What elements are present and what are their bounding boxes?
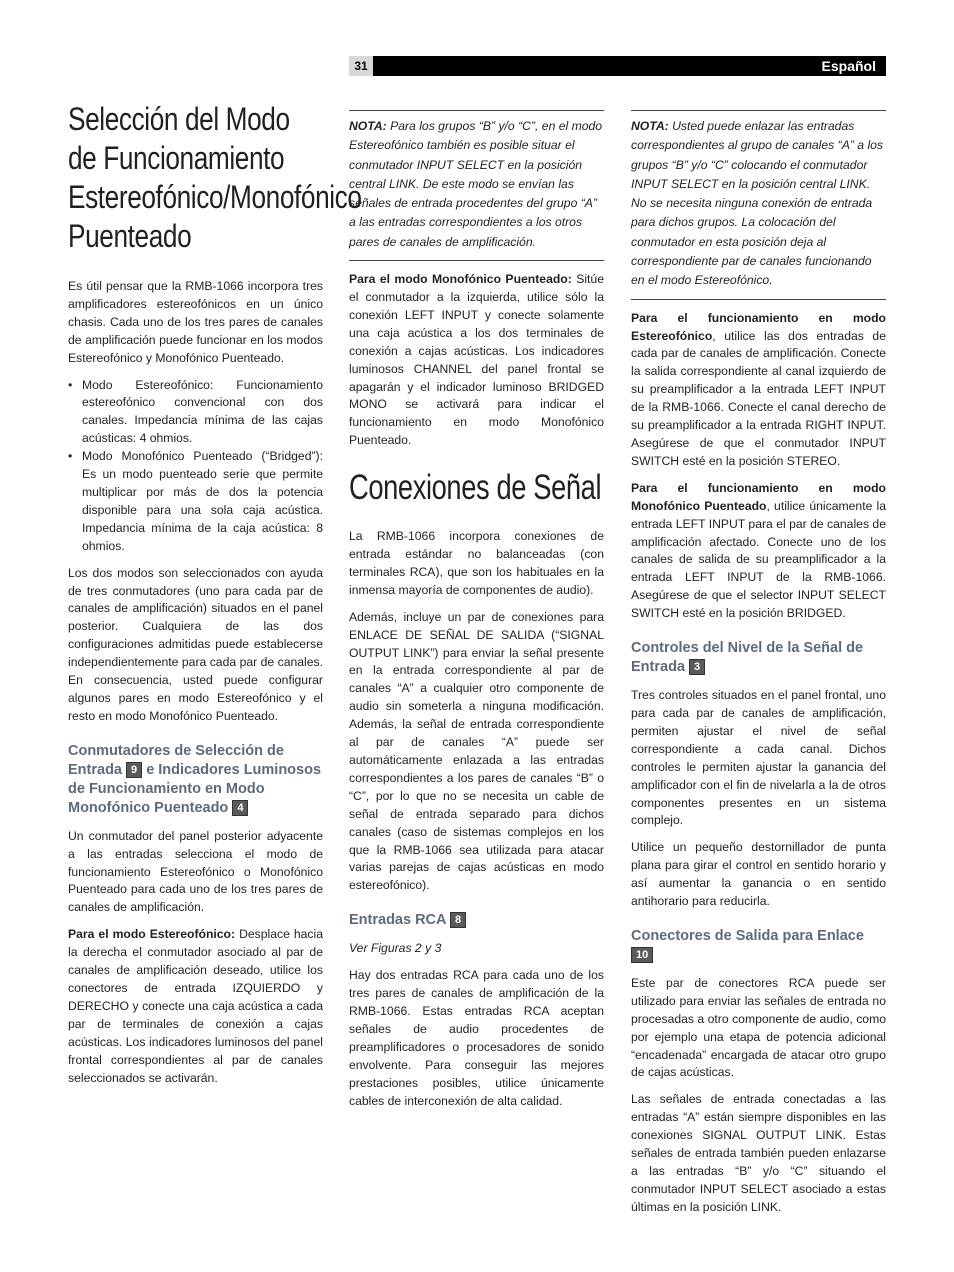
note-box bbox=[631, 110, 886, 300]
section-language-label: Español bbox=[821, 58, 876, 74]
column-right bbox=[631, 110, 886, 1226]
subheading-input-level bbox=[631, 639, 886, 677]
section-title: Conexiones de Señal bbox=[349, 468, 602, 508]
callout-number: 8 bbox=[450, 912, 466, 928]
lead-text: Para el funcionamiento en modo Monofónico Puenteado bbox=[631, 480, 886, 513]
subheading-input-selection bbox=[68, 742, 323, 818]
lead-text: Para el modo Monofónico Puenteado: bbox=[349, 272, 572, 287]
lead-text: Para el funcionamiento en modo Estereofónico bbox=[631, 310, 886, 343]
subheading-text: Conectores de Salida para Enlace bbox=[631, 927, 864, 944]
paragraph-text: , utilice las dos entradas de cada par de canales de amplificación. Conecte la salida correspondiente al canal izquierdo de su preamplificador a la entrada LEFT INPUT de la RMB-1066. Conecte el canal derecho de su preamplificador a la entrada RIGHT INPUT. Asegúrese de que el conmutador INPUT SWITCH esté en la posición STEREO. bbox=[631, 328, 886, 468]
page-number: 31 bbox=[349, 56, 373, 76]
stereo-mode-paragraph bbox=[68, 926, 323, 1087]
note-text: Usted puede enlazar las entradas correspondientes al grupo de canales “A” a los grupos “B” y/o “C” colocando el conmutador INPUT SELECT en la posición central LINK. No se necesita ninguna conexión de entrada para dichos grupos. La colocación del conmutador en esta posición deja al correspondiente par de canales funcionando en el modo Estereofónico. bbox=[631, 119, 884, 288]
callout-number: 10 bbox=[631, 947, 653, 963]
body-paragraph: Hay dos entradas RCA para cada uno de los tres pares de canales de amplificación de la RMB-1066. Estas entradas RCA aceptan señales de audio procedentes de preamplificadores o procesadores de sonido envolvente. Para conseguir las mejores prestaciones posibles, utilice únicamente cables de interconexión de alta calidad. bbox=[349, 968, 604, 1108]
paragraph-text: Sitúe el conmutador a la izquierda, utilice sólo la conexión LEFT INPUT y conecte solamente una caja acústica a los dos terminales de conexión a cajas acústicas. Los indicadores luminosos CHANNEL del panel frontal se apagarán y el indicador luminoso BRIDGED MONO se activará para indicar el funcionamiento en modo Monofónico Puenteado. bbox=[349, 272, 604, 448]
body-paragraph: Las señales de entrada conectadas a las entradas “A” están siempre disponibles en las conexiones SIGNAL OUTPUT LINK. Estas señales de entrada también pueden enlazarse a las entradas “B” y/o “C” situando el conmutador INPUT SELECT asociado a estas últimas en la posición LINK. bbox=[631, 1092, 886, 1214]
list-item: • Modo Estereofónico: Funcionamiento estereofónico convencional con dos canales. Impedancia mínima de las cajas acústicas: 4 ohmios. bbox=[82, 377, 323, 449]
subheading-output-link bbox=[631, 927, 886, 965]
mode-list bbox=[68, 377, 323, 556]
body-paragraph: Además, incluye un par de conexiones para ENLACE DE SEÑAL DE SALIDA (“SIGNAL OUTPUT LINK”) para enviar la señal presente en la entrada correspondiente al par de canales “A” a cualquier otro componente de audio sin someterla a ninguna modificación. Además, la señal de entrada correspondiente al par de canales “A” puede ser automáticamente enlazada a las entradas correspondientes a los pares de canales “B” o “C”, por lo que no se necesita un cable de señal de entrada separado para dichos canales (caso de sistemas complejos en los que la RMB-1066 sea utilizada para atacar varias parejas de cajas acústicas en modo estereofónico). bbox=[349, 609, 604, 893]
callout-number: 3 bbox=[689, 659, 705, 675]
subheading-text: Entradas RCA bbox=[349, 912, 446, 929]
subheading-text: Conmutadores de Selección de Entrada bbox=[68, 742, 284, 778]
mono-operation-paragraph bbox=[631, 480, 886, 623]
intro-paragraph: Es útil pensar que la RMB-1066 incorpora tres amplificadores estereofónicos en un único chasis. Cada uno de los tres pares de canales de amplificación puede funcionar en los modos Estereofónico y Monofónico Puenteado. bbox=[68, 279, 323, 365]
callout-number: 9 bbox=[126, 762, 142, 778]
body-paragraph: Tres controles situados en el panel frontal, uno para cada par de canales de amplificación, permiten ajustar el nivel de señal correspondiente a cada canal. Dichos controles le permiten ajustar la ganancia del amplificador con el fin de nivelarla a la de otros componentes presentes en un sistema complejo. bbox=[631, 688, 886, 828]
body-paragraph: Este par de conectores RCA puede ser utilizado para enviar las señales de entrada no procesadas a otro componente de audio, como por ejemplo una etapa de potencia adicional “encadenada” encargada de atacar otro grupo de cajas acústicas. bbox=[631, 975, 886, 1080]
body-paragraph: La RMB-1066 incorpora conexiones de entrada estándar no balanceadas (con terminales RCA), que son los habituales en la inmensa mayoría de componentes de audio). bbox=[349, 529, 604, 597]
figure-reference: Ver Figuras 2 y 3 bbox=[349, 941, 442, 956]
subheading-rca-inputs bbox=[349, 911, 604, 930]
body-paragraph: Un conmutador del panel posterior adyacente a las entradas selecciona el modo de funcionamiento Estereofónico o Monofónico Puenteado para cada uno de los tres pares de canales de amplificación. bbox=[68, 828, 323, 915]
subheading-text: e Indicadores Luminosos de Funcionamiento en Modo Monofónico Puenteado bbox=[68, 761, 322, 816]
list-item: • Modo Monofónico Puenteado (“Bridged”): Es un modo puenteado serie que permite multiplicar por más de dos la potencia disponible para una sola caja acústica. Impedancia mínima de la caja acústica: 8 ohmios. bbox=[82, 448, 323, 555]
column-left bbox=[68, 100, 362, 1096]
column-middle bbox=[349, 110, 604, 1119]
lead-text: Para el modo Estereofónico: bbox=[68, 927, 236, 942]
note-text: Para los grupos “B” y/o “C”, en el modo Estereofónico también es posible situar el conmutador INPUT SELECT en la posición central LINK. De este modo se envían las señales de entrada procedentes del grupo “A” a las entradas correspondientes a los otros pares de canales de amplificación. bbox=[349, 119, 603, 249]
body-paragraph: Utilice un pequeño destornillador de punta plana para girar el control en sentido horario y así aumentar la ganancia o en sentido antihorario para reducirla. bbox=[631, 840, 886, 909]
note-label: NOTA: bbox=[631, 119, 669, 133]
section-title: Selección del Modo de Funcionamiento Estereofónico/Monofónico Puenteado bbox=[68, 101, 362, 254]
stereo-operation-paragraph bbox=[631, 310, 886, 471]
page-header-bar bbox=[349, 56, 886, 76]
paragraph-text: Desplace hacia la derecha el conmutador asociado al par de canales de amplificación deseado, utilice los conectores de entrada IZQUIERDO y DERECHO y conecte una caja acústica a cada par de terminales de conexión a cajas acústicas. Los indicadores luminosos del panel frontal correspondientes al par de canales seleccionados se activarán. bbox=[68, 927, 324, 1085]
note-box bbox=[349, 110, 604, 261]
body-paragraph: Los dos modos son seleccionados con ayuda de tres conmutadores (uno para cada par de canales de amplificación) situados en el panel posterior. Cualquiera de las dos configuraciones admitidas puede establecerse independientemente para cada par de canales. En consecuencia, usted puede configurar algunos pares en modo Estereofónico y el resto en modo Monofónico Puenteado. bbox=[68, 565, 323, 723]
callout-number: 4 bbox=[232, 800, 248, 816]
mono-mode-paragraph bbox=[349, 271, 604, 450]
note-label: NOTA: bbox=[349, 119, 387, 133]
subheading-text: Controles del Nivel de la Señal de Entrada bbox=[631, 640, 864, 676]
paragraph-text: , utilice únicamente la entrada LEFT INPUT para el par de canales de amplificación afectado. Conecte uno de los canales de salida de su preamplificador a la entrada LEFT INPUT de la RMB-1066. Asegúrese de que el selector INPUT SELECT SWITCH esté en la posición BRIDGED. bbox=[631, 498, 886, 621]
